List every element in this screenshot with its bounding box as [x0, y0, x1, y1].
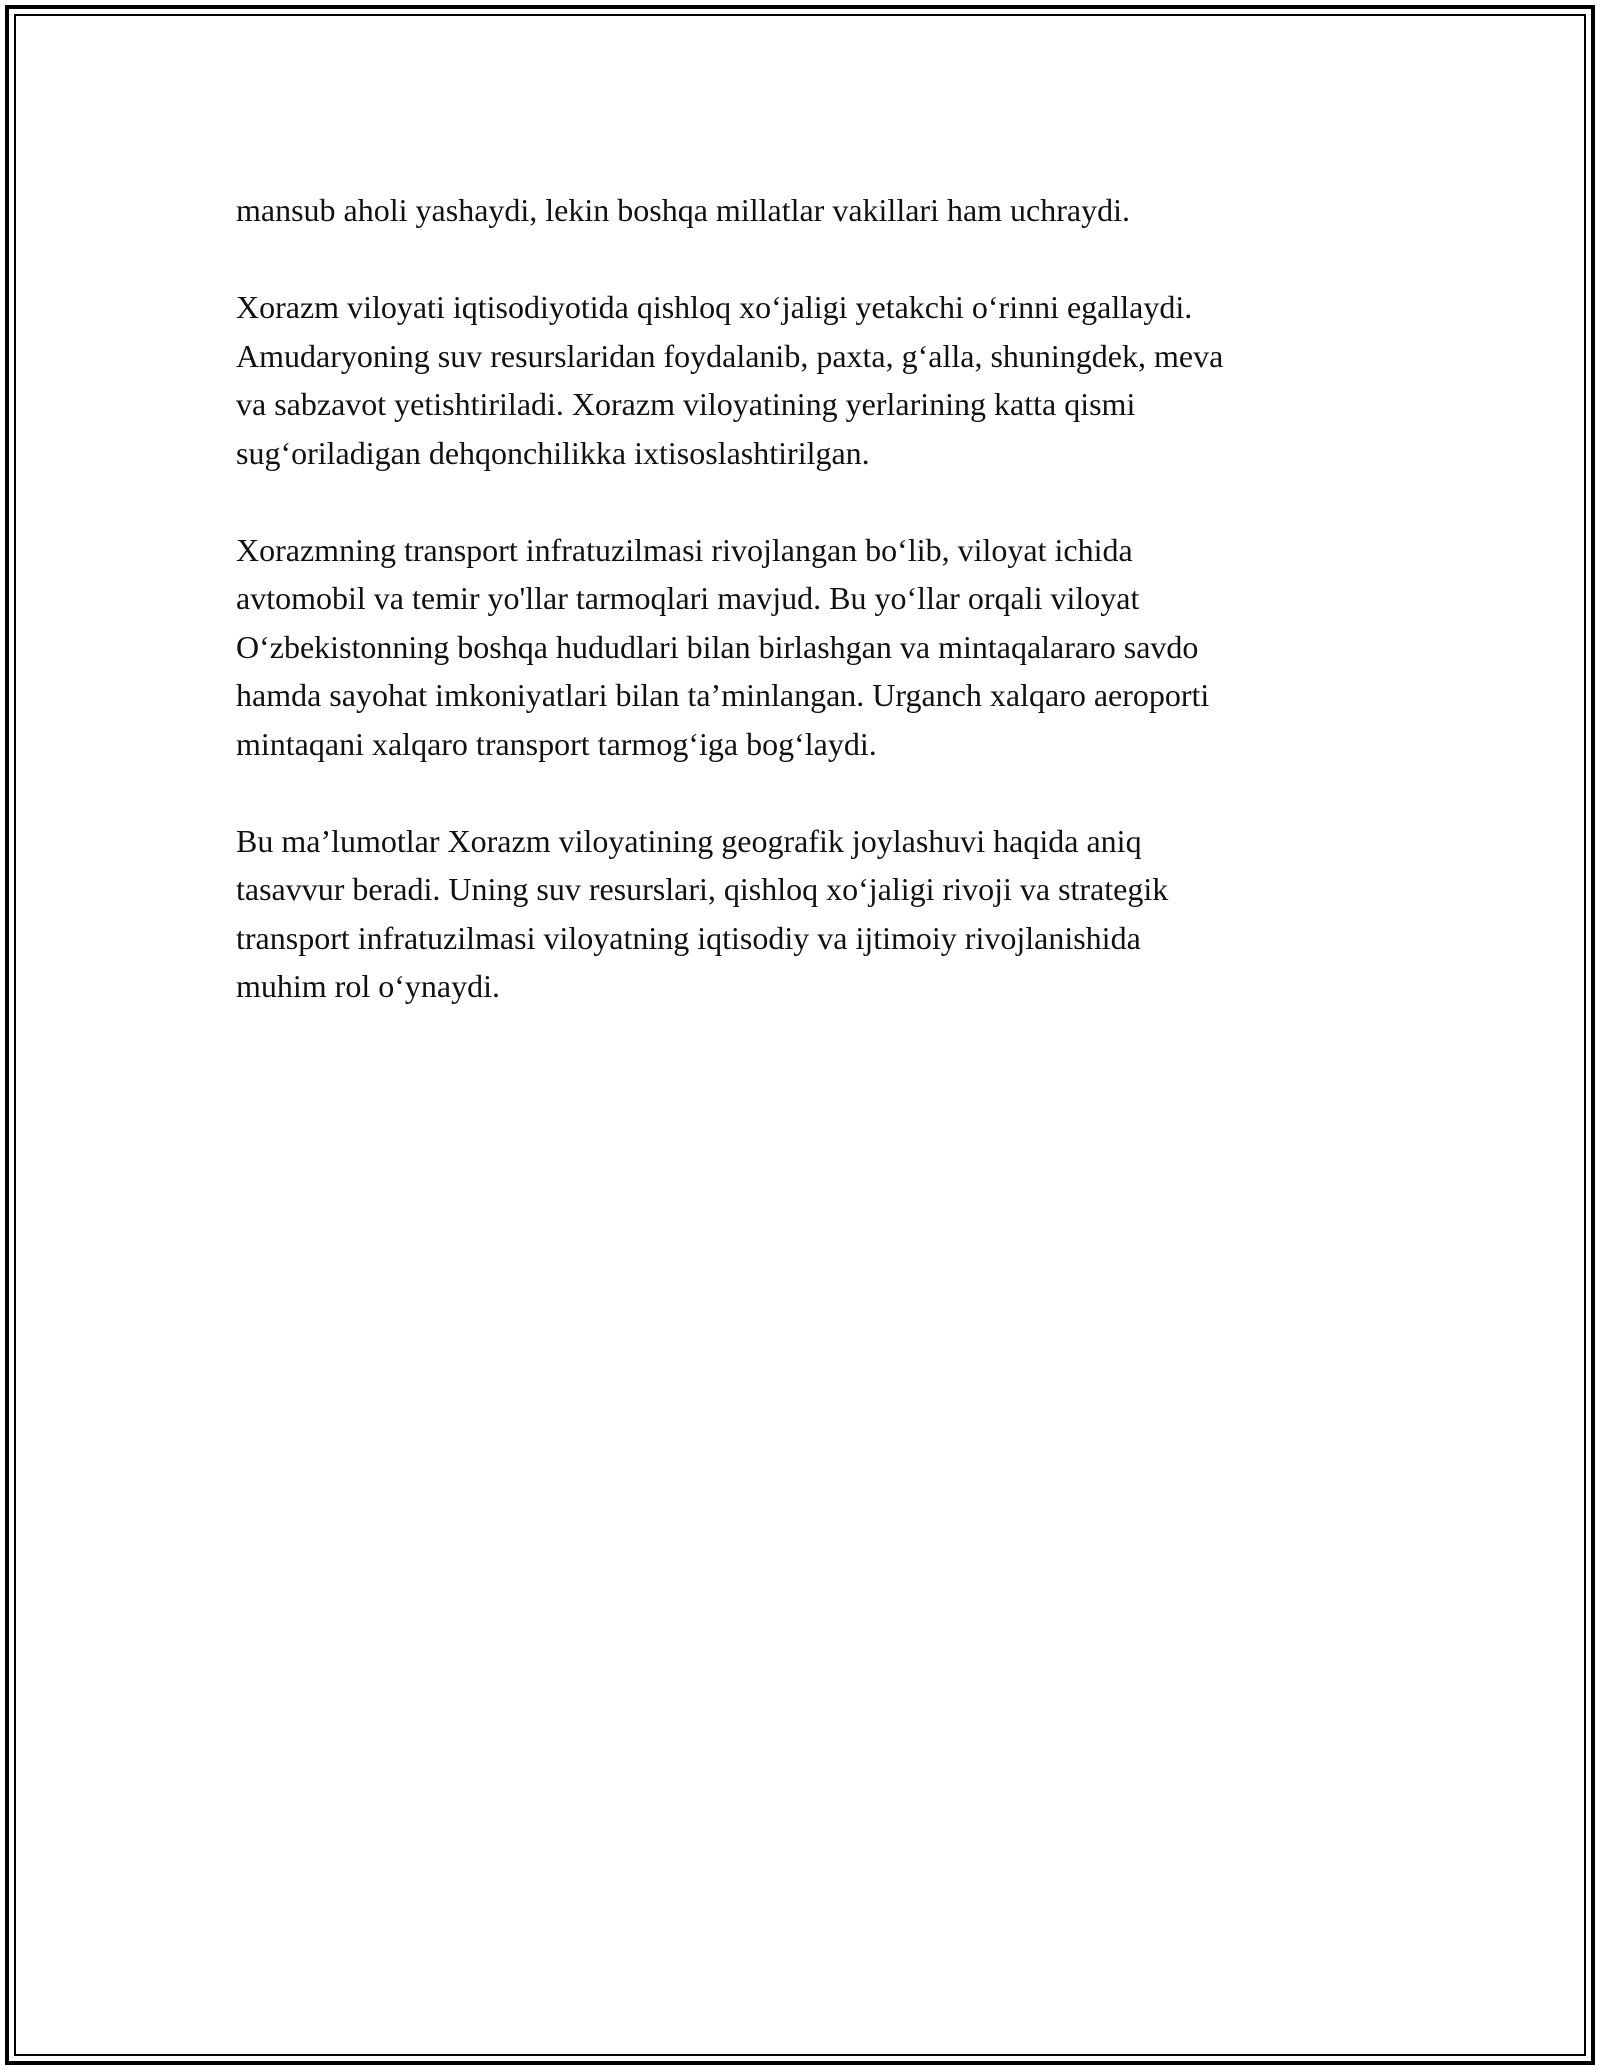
- paragraph: Bu ma’lumotlar Xorazm viloyatining geografik joylashuvi haqida aniq tasavvur beradi. Uning suv resurslari, qishloq xo‘jaligi rivoji va strategik transport infratuzilmasi viloyatning iqtisodiy va ijtimoiy rivojlanishida muhim rol o‘ynaydi.: [236, 822, 1169, 1004]
- paragraph: Xorazm viloyati iqtisodiyotida qishloq xo‘jaligi yetakchi o‘rinni egallaydi. Amudaryoning suv resurslaridan foydalanib, paxta, g‘alla, shuningdek, meva va sabzavot yetishtiriladi. Xorazm viloyatining yerlarining katta qismi sug‘oriladigan dehqonchilikka ixtisoslashtirilgan.: [236, 289, 1224, 471]
- document-body: [236, 186, 1396, 1059]
- paragraph: Xorazmning transport infratuzilmasi rivojlangan bo‘lib, viloyat ichida avtomobil va temir yo'llar tarmoqlari mavjud. Bu yo‘llar orqali viloyat O‘zbekistonning boshqa hududlari bilan birlashgan va mintaqalararo savdo hamda sayohat imkoniyatlari bilan ta’minlangan. Urganch xalqaro aeroporti mintaqani xalqaro transport tarmog‘iga bog‘laydi.: [236, 531, 1210, 762]
- paragraph: mansub aholi yashaydi, lekin boshqa millatlar vakillari ham uchraydi.: [236, 192, 1130, 228]
